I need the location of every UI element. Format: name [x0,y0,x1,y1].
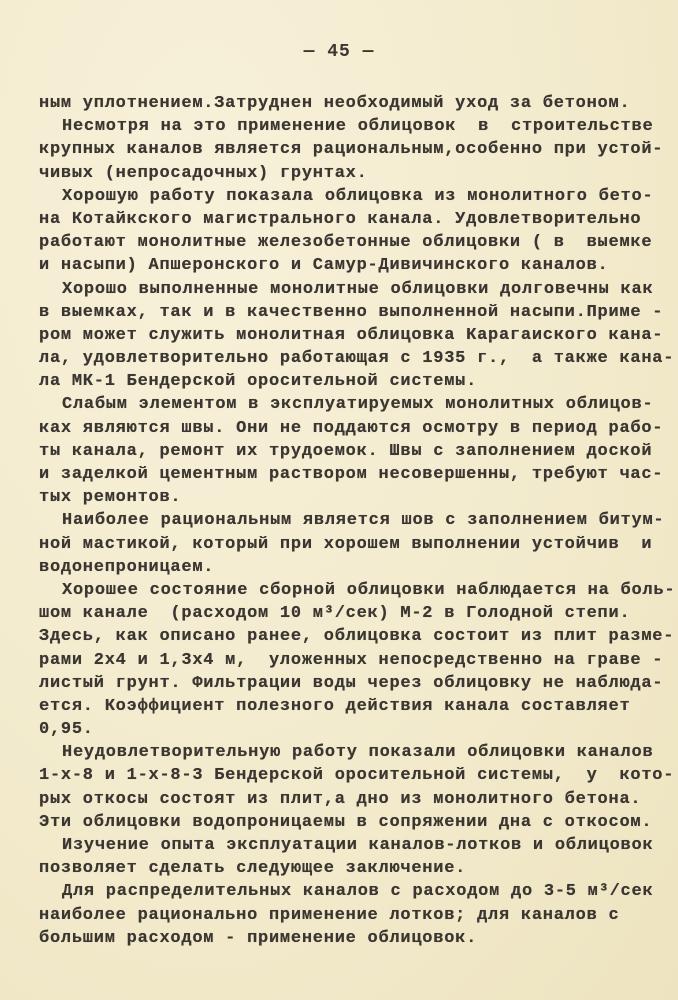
text-line: Для распределительных каналов с расходом до 3-5 м³/сек [62,882,654,902]
text-line: ется. Коэффициент полезного действия канала составляет [39,696,631,716]
text-line: Эти облицовки водопроницаемы в сопряжении дна с откосом. [39,812,653,832]
text-line: ла МК-1 Бендерской оросительной системы. [39,372,478,392]
text-line: ным уплотнением.Затруднен необходимый уход за бетоном. [39,94,631,113]
text-line: шом канале (расходом 10 м³/сек) М-2 в Голодной степи. [39,604,631,624]
text-line: тых ремонтов. [39,488,182,508]
text-line: крупных каналов является рациональным,особенно при устой- [39,140,664,160]
text-line: ром может служить монолитная облицовка Карагаиского кана- [39,325,664,345]
page-number: — 45 — [303,42,375,62]
text-line: ла, удовлетворительно работающая с 1935 г., а также кана- [39,349,675,369]
text-line: 0,95. [39,720,94,740]
text-line: ты канала, ремонт их трудоемок. Швы с заполнением доской [39,441,653,461]
text-line: и насыпи) Апшеронского и Самур-Дивичинского каналов. [39,256,609,276]
text-line: наиболее рационально применение лотков; для каналов с [39,905,620,925]
text-line: на Котайкского магистрального канала. Удовлетворительно [39,209,642,229]
text-line: Неудовлетворительную работу показали облицовки каналов [62,743,654,763]
text-line: рых откосы состоят из плит,а дно из монолитного бетона. [39,789,642,809]
text-line: большим расходом - применение облицовок. [39,928,478,948]
text-line: ной мастикой, который при хорошем выполнении устойчив и [39,534,653,554]
text-line: 1-х-8 и 1-х-8-3 Бендерской оросительной системы, у кото- [39,766,675,786]
text-line: рами 2х4 и 1,3х4 м, уложенных непосредственно на граве - [39,650,664,670]
text-line: Несмотря на это применение облицовок в строительстве [62,117,654,137]
body-text [39,92,676,950]
text-line: Хорошую работу показала облицовка из монолитного бето- [62,186,654,206]
text-line: в выемках, так и в качественно выполненной насыпи.Приме - [39,302,664,322]
text-line: водонепроницаем. [39,557,215,577]
text-line: Здесь, как описано ранее, облицовка состоит из плит разме- [39,627,675,647]
text-line: ках являются швы. Они не поддаются осмотру в период рабо- [39,418,664,438]
text-line: Слабым элементом в эксплуатируемых монолитных облицов- [62,395,654,415]
text-line: Хорошо выполненные монолитные облицовки долговечны как [62,279,654,299]
text-line: работают монолитные железобетонные облицовки ( в выемке [39,233,653,253]
text-line: листый грунт. Фильтрации воды через облицовку не наблюда- [39,673,664,693]
text-line: позволяет сделать следующее заключение. [39,859,467,879]
text-line: Изучение опыта эксплуатации каналов-лотков и облицовок [62,836,654,855]
text-line: Хорошее состояние сборной облицовки наблюдается на боль- [62,580,676,600]
text-line: чивых (непросадочных) грунтах. [39,163,368,183]
text-line: Наиболее рациональным является шов с заполнением битум- [62,511,665,531]
text-line: и заделкой цементным раствором несовершенны, требуют час- [39,465,664,484]
